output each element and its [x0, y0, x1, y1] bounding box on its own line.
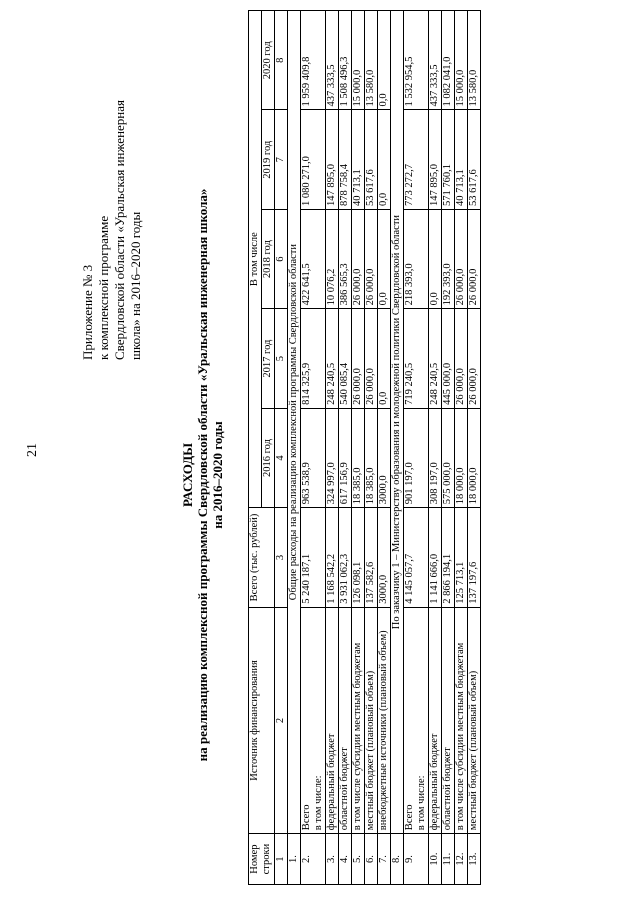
year-value: 0,0 [429, 209, 442, 308]
header-year: 2019 год [262, 110, 275, 209]
total-value: 125 713,1 [455, 508, 468, 607]
expenses-table [248, 10, 481, 885]
row-number: 13. [468, 834, 481, 885]
year-value: 26 000,0 [352, 309, 365, 408]
year-value: 18 000,0 [468, 408, 481, 507]
row-number: 7. [378, 834, 391, 885]
column-number: 1 [275, 834, 288, 885]
source-label: в том числе субсидии местным бюджетам [455, 642, 466, 831]
table-row [365, 11, 378, 885]
table-row [455, 11, 468, 885]
year-value: 1 532 954,5 [404, 11, 429, 111]
year-value: 26 000,0 [455, 309, 468, 408]
table-row [442, 11, 455, 885]
total-value: 2 866 194,1 [442, 508, 455, 607]
source-label: внебюджетные источники (плановый объем) [378, 630, 389, 831]
year-value: 18 385,0 [352, 408, 365, 507]
appendix-note [80, 50, 144, 360]
table-row [339, 11, 352, 885]
appendix-line: к комплексной программе [96, 215, 111, 360]
year-value: 10 076,2 [326, 209, 339, 308]
row-number: 2. [301, 834, 326, 885]
source-cell [404, 607, 429, 834]
header-source: Источник финансирования [249, 607, 275, 834]
column-numbers-row [275, 11, 288, 885]
header-row-no: Номер строки [249, 834, 275, 885]
year-value: 1 959 409,8 [301, 11, 326, 111]
table-row [326, 11, 339, 885]
year-value: 248 240,5 [429, 309, 442, 408]
total-value: 3000,0 [378, 508, 391, 607]
source-label: Всего [404, 804, 415, 831]
total-value: 1 141 666,0 [429, 508, 442, 607]
year-value: 814 325,9 [301, 309, 326, 408]
year-value: 147 895,0 [326, 110, 339, 209]
source-cell [442, 607, 455, 834]
year-value: 445 000,0 [442, 309, 455, 408]
total-value: 5 240 187,1 [301, 508, 326, 607]
header-total: Всего (тыс. рублей) [249, 508, 275, 607]
page-number: 21 [25, 443, 40, 457]
column-number: 7 [275, 110, 288, 209]
year-value: 1 508 496,3 [339, 11, 352, 111]
year-value: 437 333,5 [326, 11, 339, 111]
table-row [301, 11, 326, 885]
total-value: 137 197,6 [468, 508, 481, 607]
year-value: 53 617,6 [468, 110, 481, 209]
table-row [378, 11, 391, 885]
row-number: 9. [404, 834, 429, 885]
year-value: 26 000,0 [455, 209, 468, 308]
year-value: 0,0 [378, 110, 391, 209]
year-value: 13 580,0 [365, 11, 378, 111]
source-label: в том числе субсидии местным бюджетам [352, 642, 363, 831]
year-value: 192 393,0 [442, 209, 455, 308]
year-value: 0,0 [378, 11, 391, 111]
year-value: 26 000,0 [352, 209, 365, 308]
total-value: 137 582,6 [365, 508, 378, 607]
year-value: 26 000,0 [468, 309, 481, 408]
row-number: 8. [391, 834, 404, 885]
column-number: 6 [275, 209, 288, 308]
section-row [391, 11, 404, 885]
year-value: 308 197,0 [429, 408, 442, 507]
row-number: 6. [365, 834, 378, 885]
year-value: 18 000,0 [455, 408, 468, 507]
total-value: 126 098,1 [352, 508, 365, 607]
section-title: По заказчику 1 – Министерству образования и молодежной политики Свердловской области [391, 11, 404, 834]
source-label: областной бюджет [339, 747, 350, 831]
column-number: 3 [275, 508, 288, 607]
year-value: 26 000,0 [365, 309, 378, 408]
row-number: 5. [352, 834, 365, 885]
section-row [288, 11, 301, 885]
year-value: 617 156,9 [339, 408, 352, 507]
appendix-line: Свердловской области «Уральская инженерная [112, 99, 127, 360]
appendix-line: Приложение № 3 [80, 264, 95, 360]
column-number: 8 [275, 11, 288, 111]
source-label: федеральный бюджет [326, 733, 337, 831]
year-value: 18 385,0 [365, 408, 378, 507]
year-value: 1 082 041,0 [442, 11, 455, 111]
header-year: 2017 год [262, 309, 275, 408]
source-cell [301, 607, 326, 834]
row-number: 10. [429, 834, 442, 885]
year-value: 40 713,1 [352, 110, 365, 209]
year-value: 218 393,0 [404, 209, 429, 308]
table-row [429, 11, 442, 885]
row-number: 11. [442, 834, 455, 885]
year-value: 0,0 [378, 209, 391, 308]
source-cell [352, 607, 365, 834]
source-cell [326, 607, 339, 834]
year-value: 422 641,5 [301, 209, 326, 308]
header-including: В том числе [249, 11, 262, 508]
row-number: 4. [339, 834, 352, 885]
source-label: Всего [301, 804, 312, 831]
source-cell [365, 607, 378, 834]
header-year: 2020 год [262, 11, 275, 111]
column-number: 5 [275, 309, 288, 408]
source-cell [455, 607, 468, 834]
document-heading [180, 145, 225, 805]
row-number: 12. [455, 834, 468, 885]
table-row [352, 11, 365, 885]
row-number: 1. [288, 834, 301, 885]
source-cell [378, 607, 391, 834]
year-value: 15 000,0 [455, 11, 468, 111]
source-sublabel: в том числе: [416, 775, 427, 831]
row-number: 3. [326, 834, 339, 885]
year-value: 878 758,4 [339, 110, 352, 209]
year-value: 13 580,0 [468, 11, 481, 111]
header-year: 2018 год [262, 209, 275, 308]
year-value: 386 565,3 [339, 209, 352, 308]
header-year: 2016 год [262, 408, 275, 507]
year-value: 719 240,5 [404, 309, 429, 408]
source-label: областной бюджет [442, 747, 453, 831]
year-value: 324 997,0 [326, 408, 339, 507]
year-value: 901 197,0 [404, 408, 429, 507]
section-title: Общие расходы на реализацию комплексной программы Свердловской области [288, 11, 301, 834]
heading-line: на реализацию комплексной программы Свердловской области «Уральская инженерная школа» [195, 188, 210, 762]
source-sublabel: в том числе: [313, 775, 324, 831]
year-value: 540 085,4 [339, 309, 352, 408]
column-number: 2 [275, 607, 288, 834]
column-number: 4 [275, 408, 288, 507]
year-value: 575 000,0 [442, 408, 455, 507]
source-cell [339, 607, 352, 834]
total-value: 4 145 057,7 [404, 508, 429, 607]
table-body [275, 11, 481, 885]
year-value: 437 333,5 [429, 11, 442, 111]
year-value: 26 000,0 [468, 209, 481, 308]
heading-line: на 2016–2020 годы [210, 421, 225, 529]
year-value: 248 240,5 [326, 309, 339, 408]
year-value: 571 760,1 [442, 110, 455, 209]
year-value: 15 000,0 [352, 11, 365, 111]
total-value: 3 931 062,3 [339, 508, 352, 607]
heading-title: РАСХОДЫ [180, 443, 195, 507]
year-value: 40 713,1 [455, 110, 468, 209]
year-value: 773 272,7 [404, 110, 429, 209]
appendix-line: школа» на 2016–2020 годы [128, 211, 143, 360]
source-label: местный бюджет (плановый объем) [468, 670, 479, 831]
year-value: 1 080 271,0 [301, 110, 326, 209]
source-label: местный бюджет (плановый объем) [365, 670, 376, 831]
year-value: 147 895,0 [429, 110, 442, 209]
year-value: 26 000,0 [365, 209, 378, 308]
year-value: 963 538,9 [301, 408, 326, 507]
source-cell [429, 607, 442, 834]
source-cell [468, 607, 481, 834]
source-label: федеральный бюджет [429, 733, 440, 831]
year-value: 3000,0 [378, 408, 391, 507]
table-row [468, 11, 481, 885]
table-row [404, 11, 429, 885]
total-value: 1 168 542,2 [326, 508, 339, 607]
year-value: 0,0 [378, 309, 391, 408]
year-value: 53 617,6 [365, 110, 378, 209]
